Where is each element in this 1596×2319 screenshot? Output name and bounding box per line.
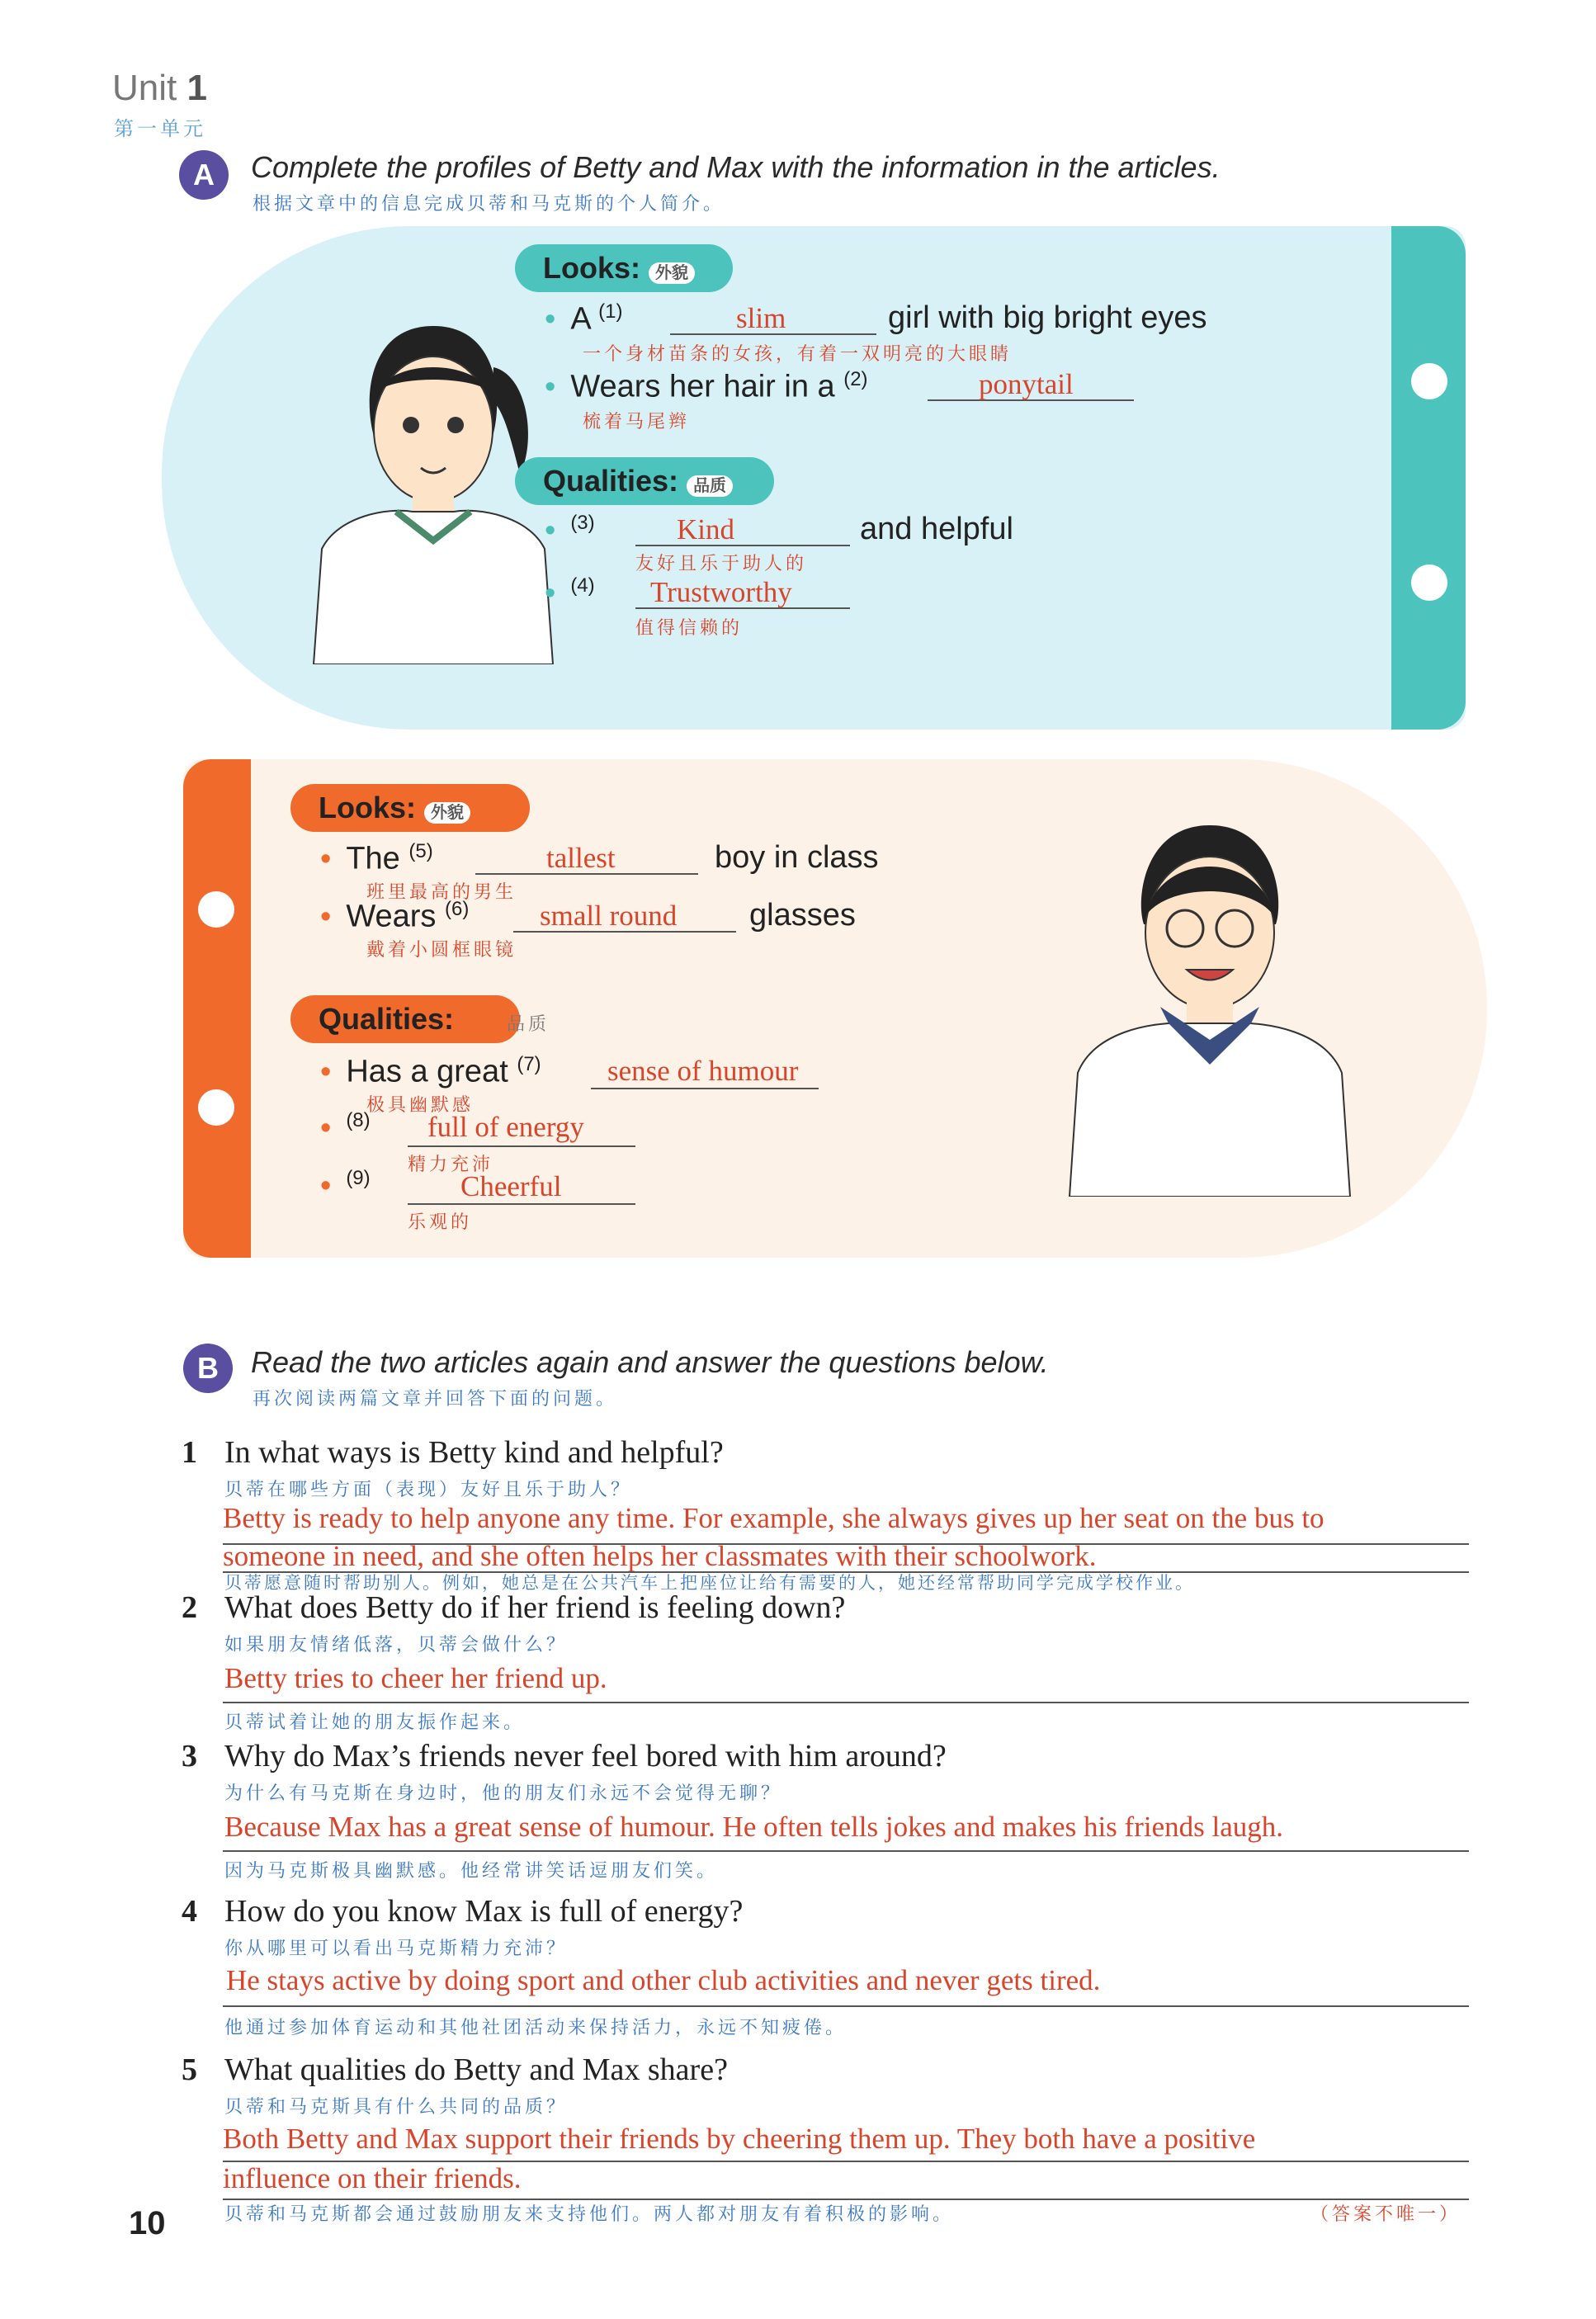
answer-1: slim [736, 302, 786, 334]
answer-q1: Betty is ready to help anyone any time. For example, she always gives up her seat on the bus to [223, 1502, 1324, 1534]
question-4: How do you know Max is full of energy? [224, 1894, 744, 1929]
section-b-title-zh: 再次阅读两篇文章并回答下面的问题。 [253, 1388, 618, 1409]
page-number: 10 [129, 2205, 166, 2241]
betty-qualities-label: Qualities: 品质 [515, 457, 774, 505]
section-b-badge: B [183, 1344, 233, 1393]
answer-q2: Betty tries to cheer her friend up. [224, 1662, 607, 1694]
unit-title-zh: 第一单元 [114, 118, 206, 140]
binder-hole [198, 1089, 234, 1126]
section-a-badge: A [179, 150, 229, 200]
betty-card-tab [1391, 226, 1466, 730]
question-3: Why do Max’s friends never feel bored with him around? [224, 1739, 947, 1773]
note: （答案不唯一） [1310, 2203, 1461, 2224]
question-5: What qualities do Betty and Max share? [224, 2052, 728, 2087]
betty-looks-label: Looks: 外貌 [515, 244, 733, 292]
binder-hole [1411, 363, 1447, 399]
answer-6: small round [540, 900, 678, 932]
section-b-title: Read the two articles again and answer the questions below. [251, 1345, 1049, 1379]
max-card-tab [183, 759, 251, 1258]
answer-9: Cheerful [460, 1170, 562, 1202]
max-illustration [1061, 801, 1358, 1197]
question-2: What does Betty do if her friend is feeling down? [224, 1590, 846, 1625]
answer-3: Kind [677, 513, 734, 546]
answer-4: Trustworthy [650, 576, 792, 608]
binder-hole [198, 891, 234, 928]
betty-looks-1: • A $^{(1)}$ [545, 300, 623, 337]
answer-q3: Because Max has a great sense of humour. He often tells jokes and makes his friends laugh. [224, 1811, 1283, 1843]
answer-5: tallest [546, 842, 616, 874]
binder-hole [1411, 564, 1447, 601]
betty-looks-2: • Wears her hair in a $^{(2)}$ [545, 368, 868, 404]
answer-8: full of energy [427, 1111, 584, 1143]
question-1: In what ways is Betty kind and helpful? [224, 1435, 724, 1470]
max-qualities-label: Qualities: [290, 995, 520, 1043]
answer-q5: Both Betty and Max support their friends by cheering them up. They both have a positive [223, 2123, 1256, 2155]
answer-7: sense of humour [607, 1055, 799, 1087]
max-looks-label: Looks: 外貌 [290, 784, 530, 832]
answer-2: ponytail [979, 368, 1074, 400]
section-a-title: Complete the profiles of Betty and Max with the information in the articles. [251, 150, 1221, 184]
answer-q4: He stays active by doing sport and other club activities and never gets tired. [226, 1964, 1101, 1996]
unit-title: Unit 1 [112, 68, 207, 108]
page: Unit 1 第一单元 A Complete the profiles of Betty and Max with the information in the articles. 根据文章中的信息完成贝蒂和马克斯的个人简介。 Looks: 外貌 • A $^{(1)}$ slim girl with big bright eyes 一个身材苗条的女孩，有着一双明亮的大眼睛 • Wears her hair in a $^{(2)}$ ponytail 梳着马尾辫 Qualities: 品质 • $^{(3)}$ Kind and helpful 友好且乐于助人的 • $^{(4)}$ Trustworthy 值得信赖的 Looks: 外貌 • The $^{(5)}$ tallest boy in class 班里最高的男生 • Wears $^{(6)}$ small round glasses 戴着小圆框眼镜 Qualities: 品质 • Has a great $^{(7)}$ sense of humour 极具幽默感 • $^{(8)}$ full of energy 精力充沛 • $^{(9)}$ Cheerful 乐观的 B Read the two articles again and answer the questions below. 再次阅读两篇文章并回答下面的问题。 1 In what ways is Betty kind and helpful? 贝蒂在哪些方面（表现）友好且乐于助人？ Betty is ready to help anyone any time. For example, she always gives up her seat on the bus to someone in need, and she often helps her classmates with their schoolwork. 贝蒂愿意随时帮助别人。例如，她总是在公共汽车上把座位让给有需要的人，她还经常帮助同学完成学校作业。 2 What does Betty do if her friend is feeling down? 如果朋友情绪低落，贝蒂会做什么？ Betty tries to cheer her friend up. 贝蒂试着让她的朋友振作起来。 3 Why do Max’s friends never feel bored with him around? 为什么有马克斯在身边时，他的朋友们永远不会觉得无聊？ Because Max has a great sense of humour. He often tells jokes and makes his friends laugh. 因为马克斯极具幽默感。他经常讲笑话逗朋友们笑。 4 How do you know Max is full of energy? 你从哪里可以看出马克斯精力充沛？ He stays active by doing sport and other club activities and never gets tired. 他通过参加体育运动和其他社团活动来保持活力，永远不知疲倦。 5 What qualities do Betty and Max share? 贝蒂和马克斯具有什么共同的品质？ Both Betty and Max support their friends by cheering them up. They both have a positive influence on their friends. 贝蒂和马克斯都会通过鼓励朋友来支持他们。两人都对朋友有着积极的影响。 （答案不唯一） 10 [0, 0, 1596, 2319]
section-a-title-zh: 根据文章中的信息完成贝蒂和马克斯的个人简介。 [253, 193, 725, 214]
